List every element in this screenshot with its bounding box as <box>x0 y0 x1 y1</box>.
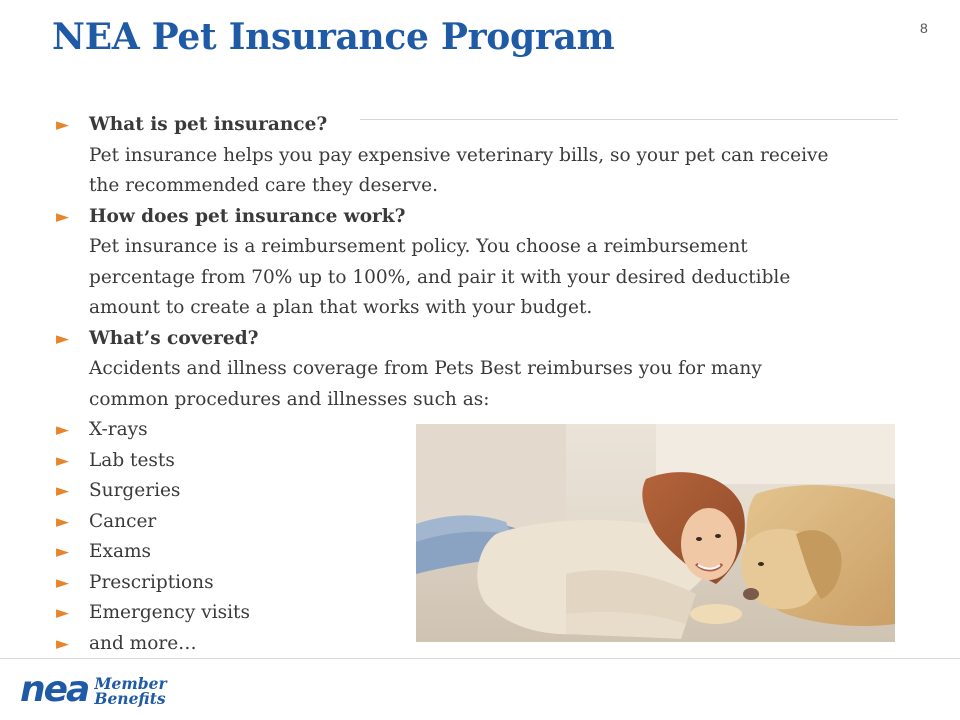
bullet-arrow-icon: ► <box>56 450 70 471</box>
bullet-arrow-icon: ► <box>56 481 70 501</box>
covered-item-label: Exams <box>89 541 152 562</box>
covered-item-label: Prescriptions <box>89 571 214 593</box>
answer-line: Pet insurance is a reimbursement policy. You choose a reimbursement <box>89 236 748 257</box>
covered-item-label: Cancer <box>89 510 157 532</box>
bullet-arrow-icon: ► <box>56 115 70 135</box>
answer-line: Pet insurance helps you pay expensive veterinary bills, so your pet can receive <box>89 144 829 166</box>
question-text: How does pet insurance work? <box>89 205 406 227</box>
bullet-arrow-icon: ► <box>56 603 70 623</box>
bullet-arrow-icon: ► <box>56 206 70 227</box>
answer-line: common procedures and illnesses such as: <box>89 388 490 410</box>
slide-title: NEA Pet Insurance Program <box>52 16 615 58</box>
bullet-arrow-icon: ► <box>56 328 70 349</box>
covered-item-label: X-rays <box>89 419 148 440</box>
question-text: What is pet insurance? <box>89 114 328 135</box>
question-item <box>56 324 886 355</box>
answer-line: amount to create a plan that works with your budget. <box>89 297 593 318</box>
question-item <box>56 110 886 141</box>
bullet-arrow-icon: ► <box>56 572 70 593</box>
answer-line: Accidents and illness coverage from Pets Best reimburses you for many <box>89 358 762 379</box>
divider-bottom <box>0 658 960 659</box>
logo-wordmark <box>94 676 166 708</box>
covered-item-label: Surgeries <box>89 480 181 501</box>
logo-line2: Benefits <box>94 689 166 708</box>
bullet-arrow-icon: ► <box>56 511 70 532</box>
question-text: What’s covered? <box>89 327 259 349</box>
question-item <box>56 202 886 233</box>
covered-item-label: Lab tests <box>89 449 175 471</box>
page-number: 8 <box>920 20 928 36</box>
bullet-arrow-icon: ► <box>56 633 70 654</box>
logo-mark: nea <box>20 669 89 710</box>
answer-line: percentage from 70% up to 100%, and pair it with your desired deductible <box>89 266 791 288</box>
bullet-arrow-icon: ► <box>56 420 70 440</box>
covered-item-label: Emergency visits <box>89 602 250 623</box>
nea-member-benefits-logo <box>20 668 167 708</box>
logo-line1: Member <box>94 674 167 693</box>
bullet-arrow-icon: ► <box>56 542 70 562</box>
answer-line: the recommended care they deserve. <box>89 175 438 196</box>
covered-item-label: and more… <box>89 632 197 654</box>
woman-with-dog-photo <box>416 424 895 642</box>
